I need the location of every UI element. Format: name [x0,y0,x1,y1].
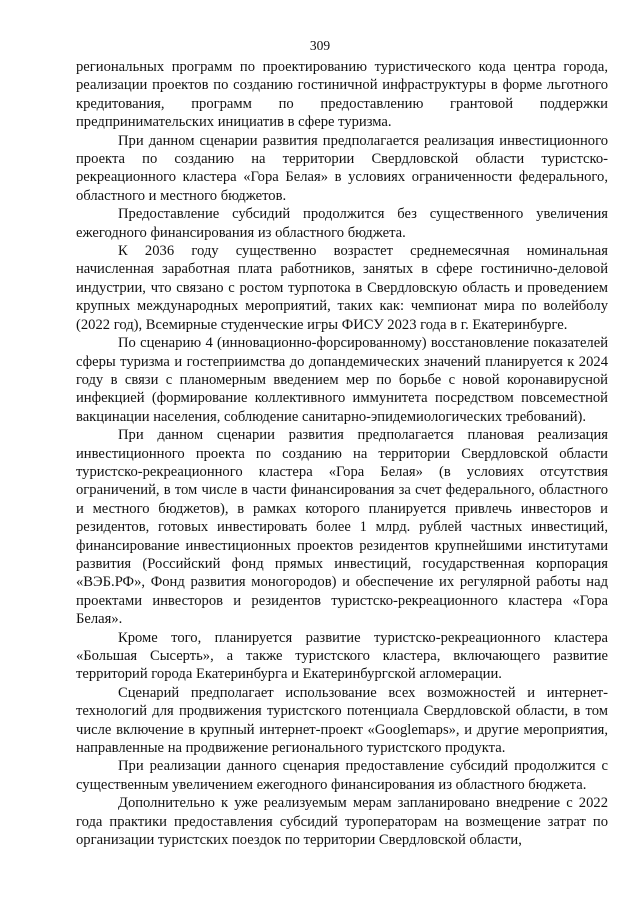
paragraph-salary-growth-2036: К 2036 году существенно возрастет среднемесячная номинальная начисленная заработная плата работников, занятых в сфере гостинично-деловой индустрии, что связано с ростом турпотока в Свердловскую область и проведением крупных международных мероприятий, таких как: чемпионат мира по волейболу (2022 год), Всемирные студенческие игры ФИСУ 2023 года в г. Екатеринбурге. [76,243,608,333]
paragraph-internet-technologies: Сценарий предполагает использование всех возможностей и интернет-технологий для продвижения туристского потенциала Свердловской области, в том числе включение в крупный интернет-проект «Googlemaps», и другие мероприятия, направленные на продвижение регионального туристского продукта. [76,684,608,757]
paragraph-scenario-gora-belaya-limited: При данном сценарии развития предполагается реализация инвестиционного проекта по созданию на территории Свердловской области туристско-рекреационного кластера «Гора Белая» в условиях ограниченности федерального, областного и местного бюджетов. [76,132,608,204]
page-number: 309 [309,38,331,53]
paragraph-subsidies-increase: При реализации данного сценария предоставление субсидий продолжится с существенным увеличением ежегодного финансирования из областного бюджета. [76,758,608,793]
paragraph-continuation: региональных программ по проектированию туристического кода центра города, реализации проектов по созданию гостиничной инфраструктуры в форме льготного кредитования, программ по предоставлению грантовой поддержки предпринимательских инициатив в сфере туризма. [76,59,608,131]
paragraph-bolshaya-sysert: Кроме того, планируется развитие туристско-рекреационного кластера «Большая Сысерть», а также туристского кластера, включающего развитие территорий города Екатеринбурга и Екатеринбургской агломерации. [76,629,608,683]
document-body [76,58,608,849]
paragraph-subsidies-no-increase: Предоставление субсидий продолжится без существенного увеличения ежегодного финансирования из областного бюджета. [76,206,608,241]
paragraph-additional-measures: Дополнительно к уже реализуемым мерам запланировано внедрение с 2022 года практики предоставления субсидий туроператорам на возмещение затрат по организации туристских поездок по территории Свердловской области, [76,795,608,849]
paragraph-scenario-4: По сценарию 4 (инновационно-форсированному) восстановление показателей сферы туризма и гостеприимства до допандемических значений планируется к 2024 году в связи с планомерным введением мер по борьбе с новой коронавирусной инфекцией (формирование коллективного иммунитета посредством повсеместной вакцинации населения, соблюдение санитарно-эпидемиологических требований). [76,335,608,425]
paragraph-scenario-gora-belaya-planned: При данном сценарии развития предполагается плановая реализация инвестиционного проекта по созданию на территории Свердловской области туристско-рекреационного кластера «Гора Белая» (в условиях отсутствия ограничений, в том числе в части финансирования за счет федерального, областного и местного бюджетов), в рамках которого планируется привлечь инвесторов и резидентов, готовых инвестировать более 1 млрд. рублей частных инвестиций, финансирование инвестиционных проектов резидентов крупнейшими институтами развития (Российский фонд прямых инвестиций, государственная корпорация «ВЭБ.РФ», Фонд развития моногородов) и обеспечение их регулярной работы над проектами инвесторов и резидентов туристско-рекреационного кластера «Гора Белая». [76,427,608,628]
